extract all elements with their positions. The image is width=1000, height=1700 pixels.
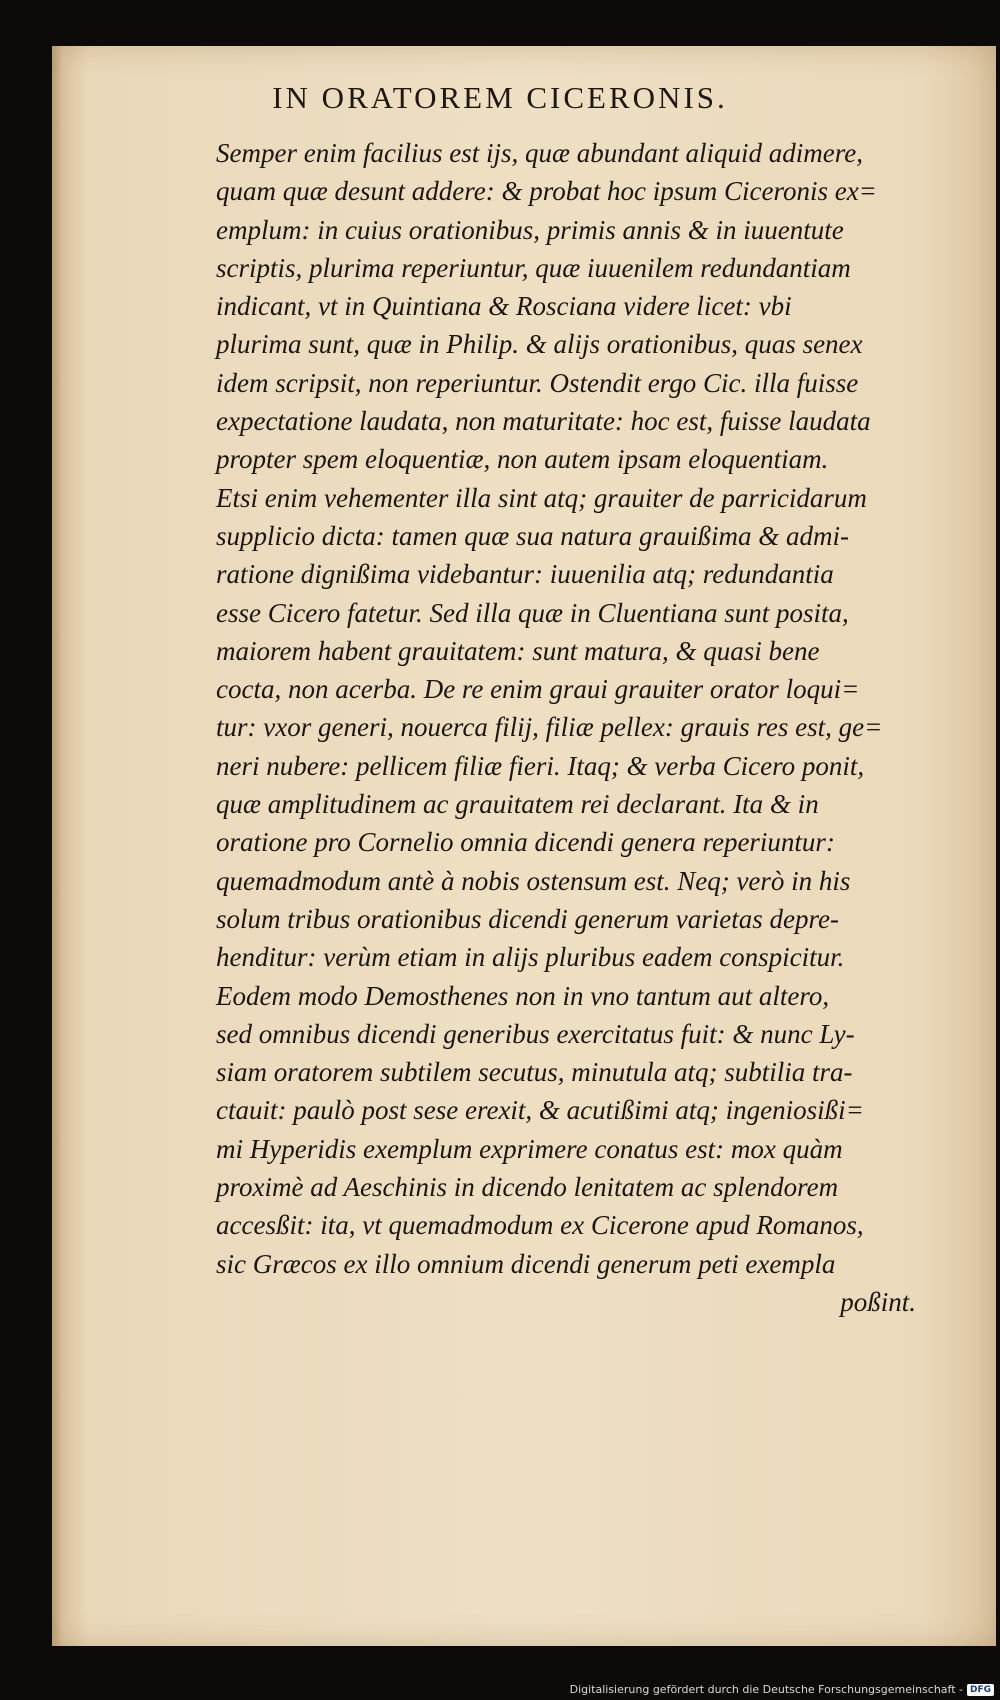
text-line: ratione dignißima videbantur: iuuenilia atq; redundantia	[216, 559, 834, 590]
text-line: cocta, non acerba. De re enim graui grauiter orator loqui=	[216, 674, 860, 705]
text-line: oratione pro Cornelio omnia dicendi genera reperiuntur:	[216, 827, 835, 858]
running-header: IN ORATOREM CICERONIS.	[272, 80, 728, 115]
text-line: propter spem eloquentiæ, non autem ipsam eloquentiam.	[216, 444, 829, 475]
text-line: scriptis, plurima reperiuntur, quæ iuuenilem redundantiam	[216, 252, 851, 283]
text-line: neri nubere: pellicem filiæ fieri. Itaq; & verba Cicero ponit,	[216, 750, 865, 781]
page-body-text	[216, 134, 956, 1321]
text-line: emplum: in cuius orationibus, primis annis & in iuuentute	[216, 214, 844, 245]
text-line: Eodem modo Demosthenes non in vno tantum aut altero,	[216, 980, 830, 1011]
text-line: sed omnibus dicendi generibus exercitatus fuit: & nunc Ly-	[216, 1018, 855, 1049]
text-line: accesßit: ita, vt quemadmodum ex Cicerone apud Romanos,	[216, 1210, 864, 1241]
text-line: siam oratorem subtilem secutus, minutula atq; subtilia tra-	[216, 1057, 853, 1088]
text-line: ctauit: paulò post sese erexit, & acutißimi atq; ingeniosißi=	[216, 1095, 864, 1126]
text-line: sic Græcos ex illo omnium dicendi generum peti exempla	[216, 1248, 836, 1279]
text-line: plurima sunt, quæ in Philip. & alijs orationibus, quas senex	[216, 329, 863, 360]
text-line: supplicio dicta: tamen quæ sua natura grauißima & admi-	[216, 520, 849, 551]
text-line-final: poßint.	[840, 1286, 916, 1317]
text-line: quæ amplitudinem ac grauitatem rei declarant. Ita & in	[216, 789, 819, 820]
text-line: tur: vxor generi, nouerca filij, filiæ pellex: grauis res est, ge=	[216, 712, 883, 743]
text-line: esse Cicero fatetur. Sed illa quæ in Cluentiana sunt posita,	[216, 597, 849, 628]
text-line: quemadmodum antè à nobis ostensum est. Neq; verò in his	[216, 865, 851, 896]
digitization-credit	[570, 1683, 994, 1696]
dfg-logo: DFG	[967, 1684, 994, 1696]
text-line: solum tribus orationibus dicendi generum varietas depre-	[216, 903, 839, 934]
credit-text: Digitalisierung gefördert durch die Deutsche Forschungsgemeinschaft -	[569, 1683, 963, 1696]
text-line: maiorem habent grauitatem: sunt matura, & quasi bene	[216, 635, 820, 666]
text-line: Etsi enim vehementer illa sint atq; grauiter de parricidarum	[216, 482, 867, 513]
text-line: henditur: verùm etiam in alijs pluribus eadem conspicitur.	[216, 942, 845, 973]
text-line: indicant, vt in Quintiana & Rosciana videre licet: vbi	[216, 291, 792, 322]
page-gutter-shadow	[52, 46, 62, 1646]
text-line: proximè ad Aeschinis in dicendo lenitatem ac splendorem	[216, 1172, 839, 1203]
text-line: mi Hyperidis exemplum exprimere conatus est: mox quàm	[216, 1133, 843, 1164]
text-line: Semper enim facilius est ijs, quæ abundant aliquid adimere,	[216, 138, 863, 168]
text-line: idem scripsit, non reperiuntur. Ostendit ergo Cic. illa fuisse	[216, 367, 859, 398]
text-line: quam quæ desunt addere: & probat hoc ipsum Ciceronis ex=	[216, 176, 877, 207]
text-line: expectatione laudata, non maturitate: hoc est, fuisse laudata	[216, 406, 871, 437]
